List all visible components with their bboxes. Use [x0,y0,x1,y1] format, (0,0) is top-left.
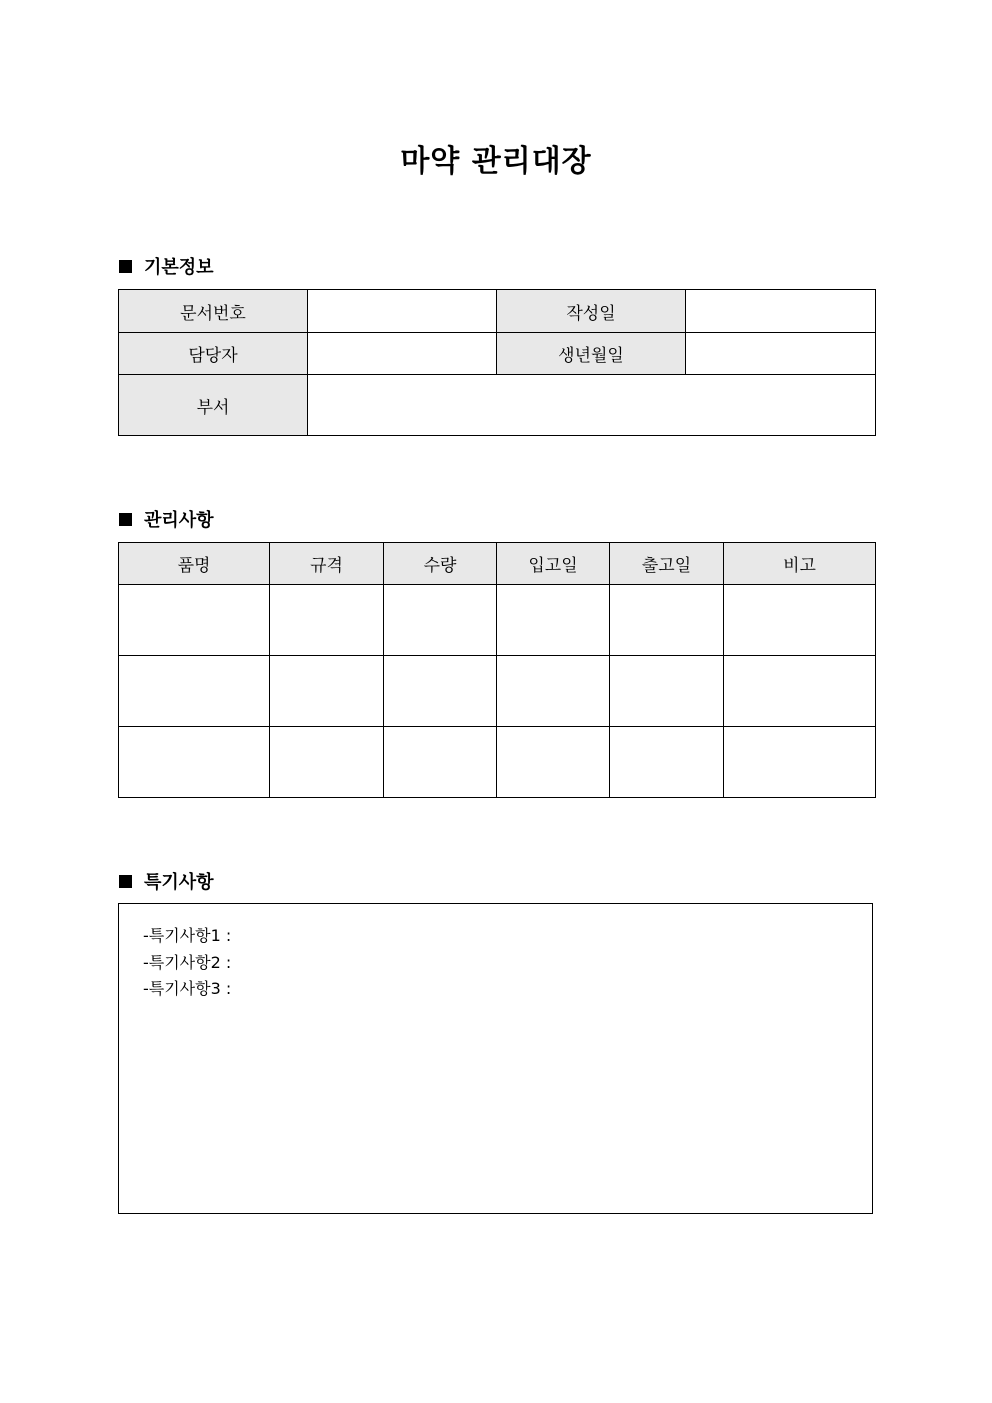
table-row [119,656,876,727]
department-field[interactable] [308,375,876,436]
management-table [118,542,876,798]
table-cell[interactable] [724,656,876,727]
table-cell[interactable] [497,585,610,656]
note-line-1: -특기사항1 : [143,926,232,945]
doc-number-field[interactable] [308,290,497,333]
manager-label: 담당자 [119,333,308,375]
section-heading-management [119,506,214,532]
basic-info-table [118,289,876,436]
written-date-label: 작성일 [497,290,686,333]
table-cell[interactable] [610,656,724,727]
column-header-in-date: 입고일 [497,543,610,585]
column-header-quantity: 수량 [384,543,497,585]
table-cell[interactable] [497,656,610,727]
table-row [119,585,876,656]
table-cell[interactable] [384,585,497,656]
table-cell[interactable] [724,727,876,798]
table-cell[interactable] [610,585,724,656]
birth-date-field[interactable] [686,333,876,375]
table-cell[interactable] [497,727,610,798]
table-cell[interactable] [270,656,384,727]
section-heading-basic-info [119,253,214,279]
section-heading-notes [119,868,214,894]
square-bullet-icon [119,875,132,888]
section-heading-label: 관리사항 [144,510,214,531]
table-cell[interactable] [270,727,384,798]
table-cell[interactable] [119,727,270,798]
column-header-spec: 규격 [270,543,384,585]
written-date-field[interactable] [686,290,876,333]
table-cell[interactable] [119,585,270,656]
table-cell[interactable] [384,656,497,727]
department-label: 부서 [119,375,308,436]
table-cell[interactable] [384,727,497,798]
table-cell[interactable] [724,585,876,656]
square-bullet-icon [119,513,132,526]
table-cell[interactable] [270,585,384,656]
note-line-2: -특기사항2 : [143,952,232,972]
table-cell[interactable] [610,727,724,798]
square-bullet-icon [119,260,132,273]
column-header-out-date: 출고일 [610,543,724,585]
doc-number-label: 문서번호 [119,290,308,333]
section-heading-label: 기본정보 [144,257,214,278]
birth-date-label: 생년월일 [497,333,686,375]
column-header-remarks: 비고 [724,543,876,585]
table-cell[interactable] [119,656,270,727]
column-header-item-name: 품명 [119,543,270,585]
notes-text-area[interactable] [118,903,873,1214]
section-heading-label: 특기사항 [144,872,214,893]
manager-field[interactable] [308,333,497,375]
note-line-3: -특기사항3 : [143,979,232,998]
table-row [119,727,876,798]
page-title: 마약 관리대장 [400,144,592,179]
